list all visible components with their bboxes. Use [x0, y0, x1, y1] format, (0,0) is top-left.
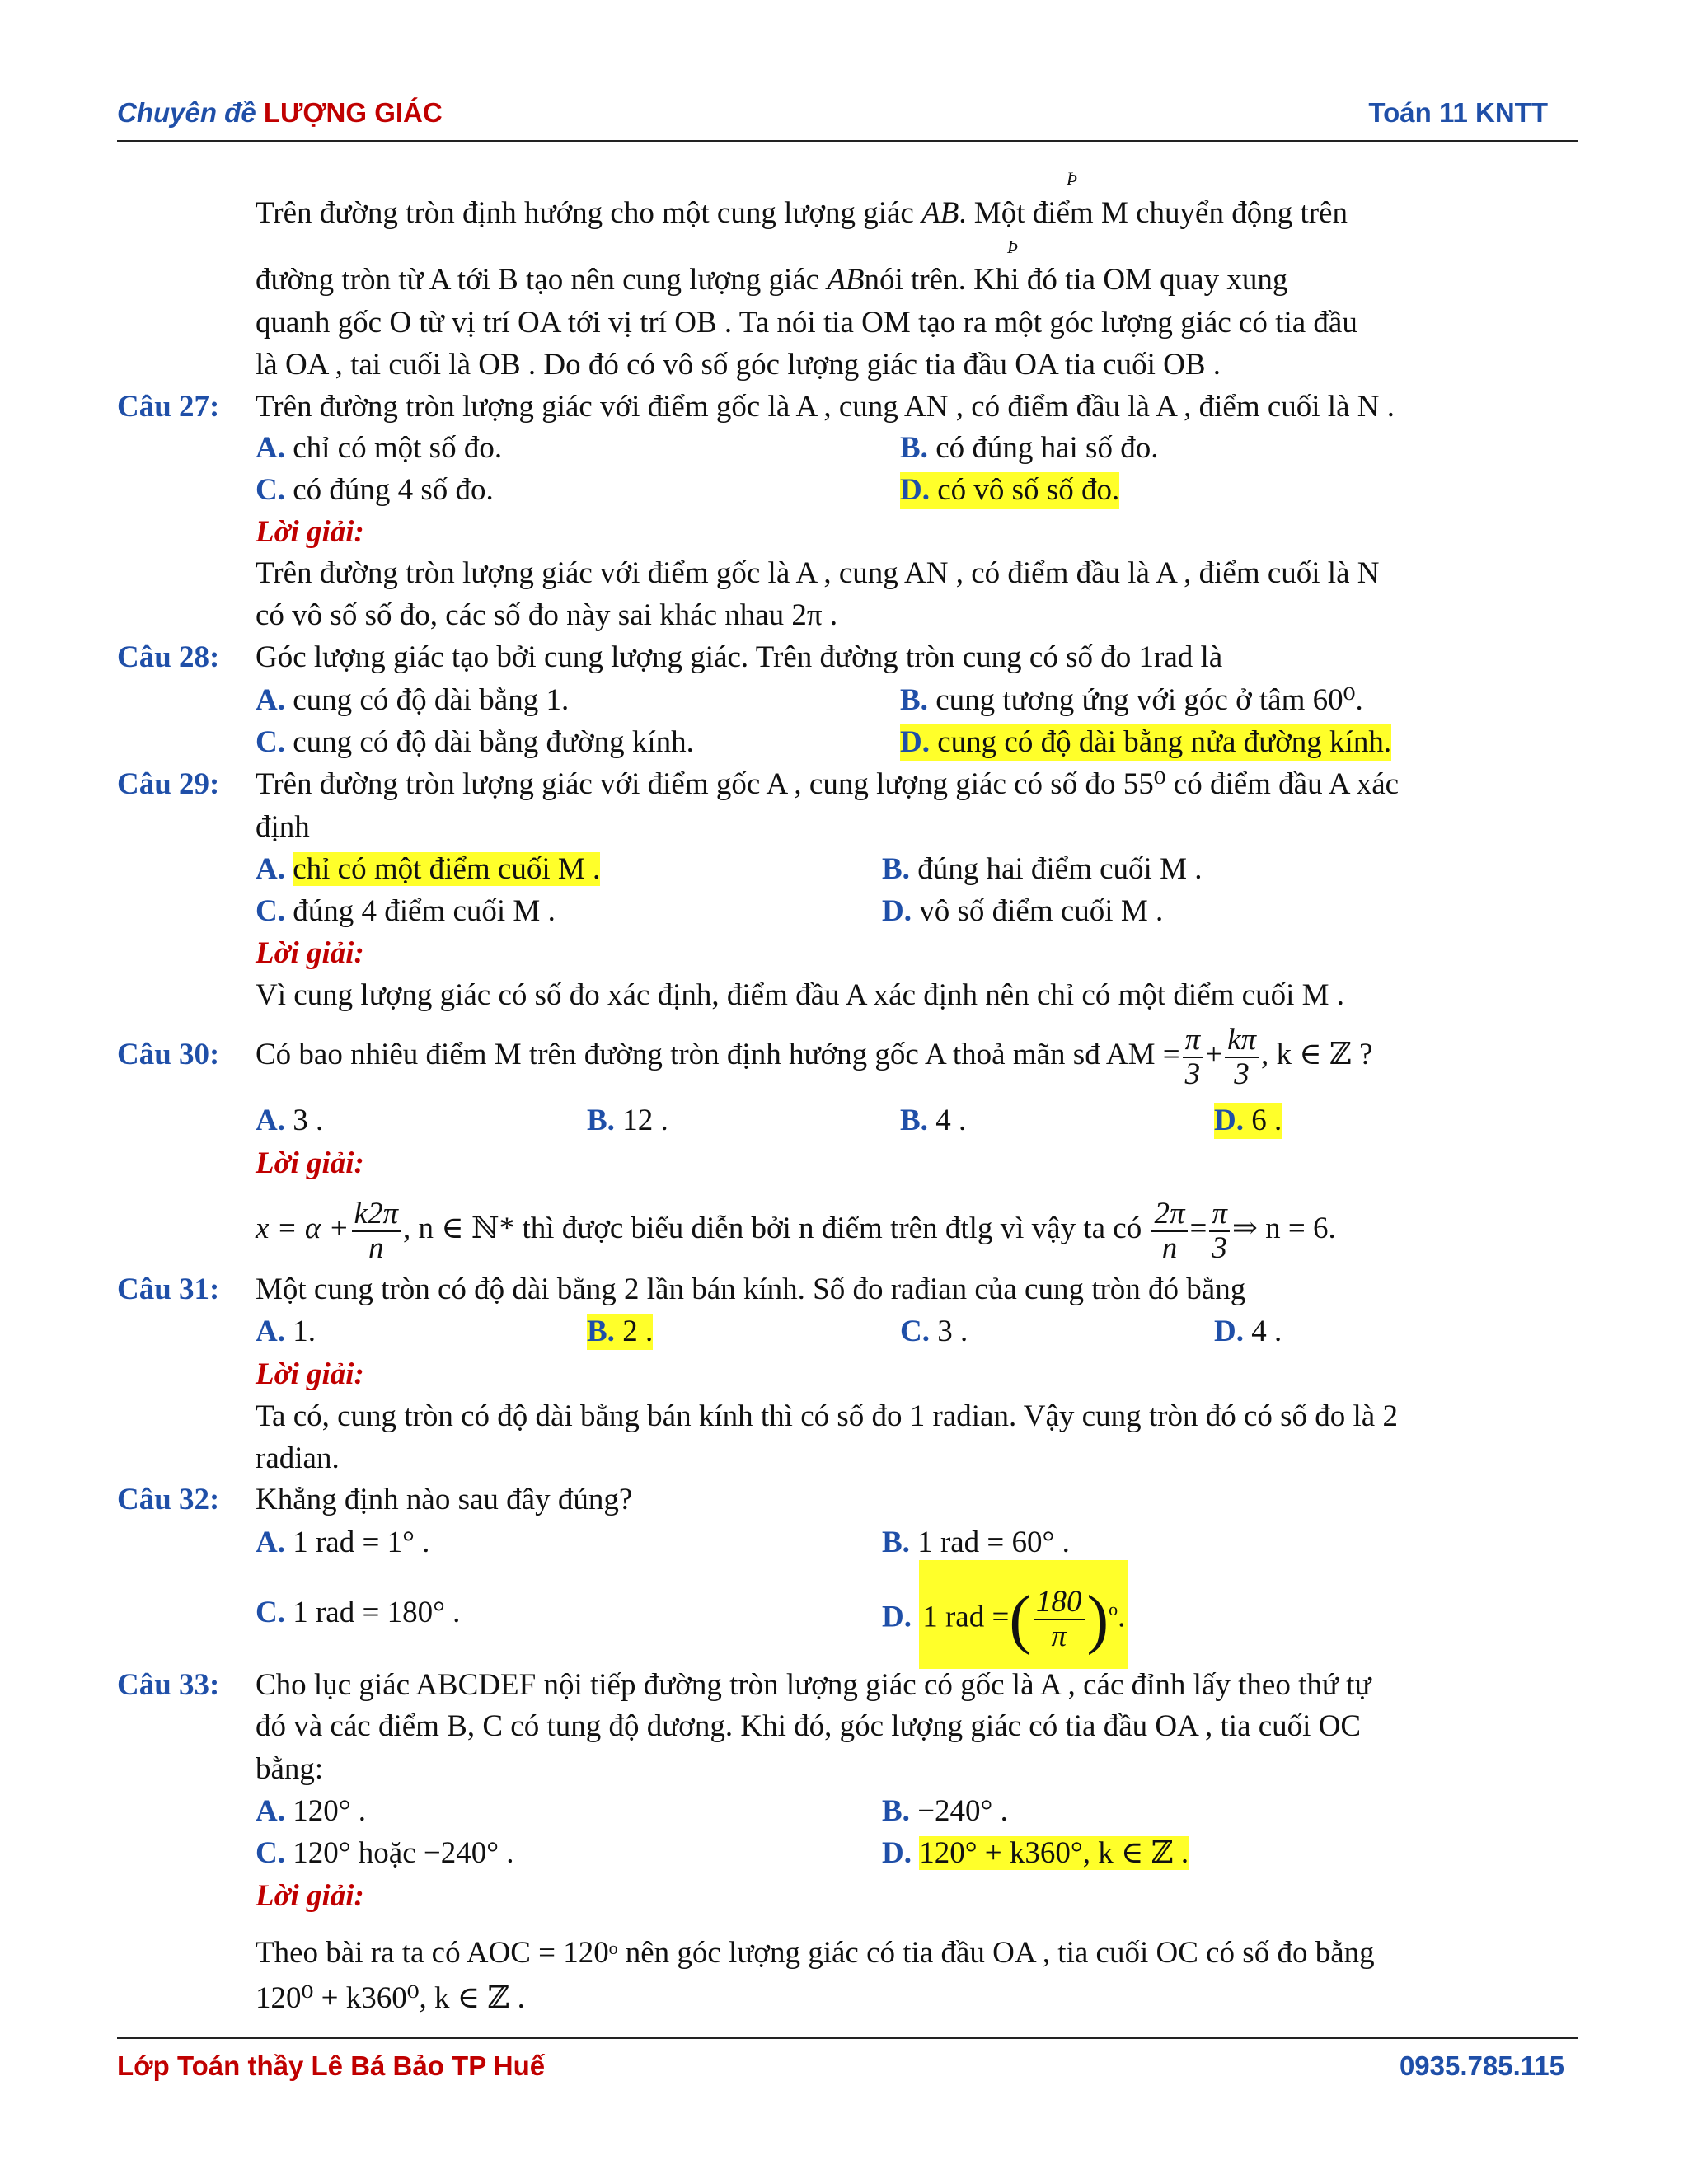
arc-symbol-2: Þ — [1007, 237, 1019, 257]
header-rule — [117, 140, 1578, 142]
q29-number: Câu 29: — [117, 767, 220, 801]
q29-option-c: C. đúng 4 điểm cuối M . — [256, 894, 556, 928]
q31-solution-2: radian. — [256, 1441, 340, 1475]
q28-number: Câu 28: — [117, 640, 220, 674]
header-topic: LƯỢNG GIÁC — [263, 97, 443, 128]
q31-stem: Một cung tròn có độ dài bằng 2 lần bán kính. Số đo rađian của cung tròn đó bằng — [256, 1272, 1246, 1306]
q30-stem: Có bao nhiêu điểm M trên đường tròn định hướng gốc A thoả mãn sđ AM = $\frac{\pi}{3}$ + $\frac{k\pi}{3}$ , k ∈ ℤ ? — [256, 1022, 1373, 1091]
q30-number: Câu 30: — [117, 1038, 220, 1071]
intro-line-2: đường tròn từ A tới B tạo nên cung lượng giác ABnói trên. Khi đó tia OM quay xung — [256, 263, 1288, 297]
q30-fraction-1: $\frac{\pi}{3}$ — [1183, 1024, 1203, 1091]
q33-stem-1: Cho lục giác ABCDEF nội tiếp đường tròn lượng giác có gốc là A , các đỉnh lấy theo thứ tự — [256, 1668, 1372, 1702]
q33-stem-2: đó và các điểm B, C có tung độ dương. Khi đó, góc lượng giác có tia đầu OA , tia cuối OC — [256, 1709, 1362, 1743]
q33-option-a: A. 120° . — [256, 1794, 367, 1828]
q28-stem: Góc lượng giác tạo bởi cung lượng giác. Trên đường tròn cung có số đo 1rad là — [256, 640, 1223, 674]
q31-solution-1: Ta có, cung tròn có độ dài bằng bán kính thì có số đo 1 radian. Vậy cung tròn đó có số đo là 2 — [256, 1399, 1398, 1433]
q27-option-d-correct: D. có vô số số đo. — [900, 473, 1120, 507]
q33-number: Câu 33: — [117, 1668, 220, 1702]
q29-solution-1: Vì cung lượng giác có số đo xác định, điểm đầu A xác định nên chỉ có một điểm cuối M . — [256, 978, 1344, 1012]
q32-option-a: A. 1 rad = 1° . — [256, 1526, 430, 1559]
q30-option-b2: B. 4 . — [900, 1104, 967, 1137]
q28-option-d-correct: D. cung có độ dài bằng nửa đường kính. — [900, 725, 1392, 759]
arc-symbol-1: Þ — [1067, 168, 1078, 189]
q31-option-a: A. 1. — [256, 1315, 316, 1348]
header-course: Toán 11 KNTT — [1368, 97, 1548, 128]
q31-solution-title: Lời giải: — [256, 1357, 364, 1391]
q29-option-a-correct: A. chỉ có một điểm cuối M . — [256, 852, 601, 886]
header-title — [117, 97, 443, 129]
q32-option-c: C. 1 rad = 180° . — [256, 1596, 461, 1629]
q29-option-d: D. vô số điểm cuối M . — [882, 894, 1164, 928]
q29-stem-1: Trên đường tròn lượng giác với điểm gốc A , cung lượng giác có số đo 55⁰ có điểm đầu A xác — [256, 767, 1400, 801]
q32-option-d-correct: D. 1 rad =( $\frac{180}{\pi}$ )$^o$. — [882, 1560, 1128, 1669]
q31-option-d: D. 4 . — [1214, 1315, 1282, 1348]
q29-solution-title: Lời giải: — [256, 936, 364, 970]
q33-option-b: B. −240° . — [882, 1794, 1008, 1828]
q27-solution-1: Trên đường tròn lượng giác với điểm gốc là A , cung AN , có điểm đầu là A , điểm cuối là N — [256, 556, 1380, 590]
q27-solution-2: có vô số số đo, các số đo này sai khác nhau 2π . — [256, 598, 838, 632]
q28-option-a: A. cung có độ dài bằng 1. — [256, 683, 570, 717]
q27-option-c: C. có đúng 4 số đo. — [256, 473, 494, 507]
q29-option-b: B. đúng hai điểm cuối M . — [882, 852, 1203, 886]
q33-solution-1: Theo bài ra ta có AOC = 120ᵒ nên góc lượng giác có tia đầu OA , tia cuối OC có số đo bằng — [256, 1936, 1375, 1970]
q28-option-c: C. cung có độ dài bằng đường kính. — [256, 725, 694, 759]
intro-line-3: quanh gốc O từ vị trí OA tới vị trí OB . Ta nói tia OM tạo ra một góc lượng giác có tia đầu — [256, 306, 1357, 340]
q30-fraction-2: $\frac{k\pi}{3}$ — [1225, 1024, 1259, 1091]
q30-solution-fraction-1: $\frac{k2\pi}{n}$ — [352, 1197, 401, 1265]
intro-line-1: Trên đường tròn định hướng cho một cung lượng giác AB. Một điểm M chuyển động trên — [256, 196, 1348, 230]
q32-number: Câu 32: — [117, 1483, 220, 1516]
q31-option-c: C. 3 . — [900, 1315, 968, 1348]
q33-stem-3: bằng: — [256, 1752, 324, 1786]
q27-option-b: B. có đúng hai số đo. — [900, 431, 1159, 465]
q33-option-c: C. 120° hoặc −240° . — [256, 1836, 514, 1870]
q32-stem: Khẳng định nào sau đây đúng? — [256, 1483, 633, 1516]
q27-stem: Trên đường tròn lượng giác với điểm gốc là A , cung AN , có điểm đầu là A , điểm cuối là N . — [256, 390, 1395, 424]
q29-stem-2: định — [256, 810, 310, 844]
q31-number: Câu 31: — [117, 1272, 220, 1306]
q32-d-highlight: 1 rad =( $\frac{180}{\pi}$ )$^o$. — [919, 1560, 1128, 1669]
footer-rule — [117, 2037, 1578, 2039]
q30-solution-fraction-3: $\frac{\pi}{3}$ — [1209, 1197, 1230, 1265]
q28-option-b: B. cung tương ứng với góc ở tâm 60⁰. — [900, 683, 1363, 717]
q27-number: Câu 27: — [117, 390, 220, 424]
q30-solution-1: x = α + $\frac{k2\pi}{n}$ , n ∈ ℕ* thì được biểu diễn bởi n điểm trên đtlg vì vậy ta có $\frac{2\pi}{n}$ = $\frac{\pi}{3}$ ⇒ n = 6. — [256, 1196, 1336, 1265]
q33-solution-2: 120⁰ + k360⁰, k ∈ ℤ . — [256, 1981, 525, 2015]
intro-line-4: là OA , tai cuối là OB . Do đó có vô số góc lượng giác tia đầu OA tia cuối OB . — [256, 348, 1221, 382]
header-prefix: Chuyên đề — [117, 97, 264, 128]
q27-solution-title: Lời giải: — [256, 515, 364, 549]
q33-option-d-correct: D. 120° + k360°, k ∈ ℤ . — [882, 1836, 1189, 1870]
footer-teacher: Lớp Toán thầy Lê Bá Bảo TP Huế — [117, 2050, 546, 2081]
q30-solution-title: Lời giải: — [256, 1146, 364, 1180]
q30-option-b1: B. 12 . — [587, 1104, 668, 1137]
q33-solution-title: Lời giải: — [256, 1879, 364, 1913]
q32-option-b: B. 1 rad = 60° . — [882, 1526, 1070, 1559]
q27-option-a: A. chỉ có một số đo. — [256, 431, 503, 465]
q30-solution-fraction-2: $\frac{2\pi}{n}$ — [1151, 1197, 1187, 1265]
q30-option-a: A. 3 . — [256, 1104, 324, 1137]
q30-option-d-correct: D. 6 . — [1214, 1104, 1282, 1137]
q31-option-b-correct: B. 2 . — [587, 1315, 654, 1348]
footer-phone: 0935.785.115 — [1399, 2050, 1564, 2081]
